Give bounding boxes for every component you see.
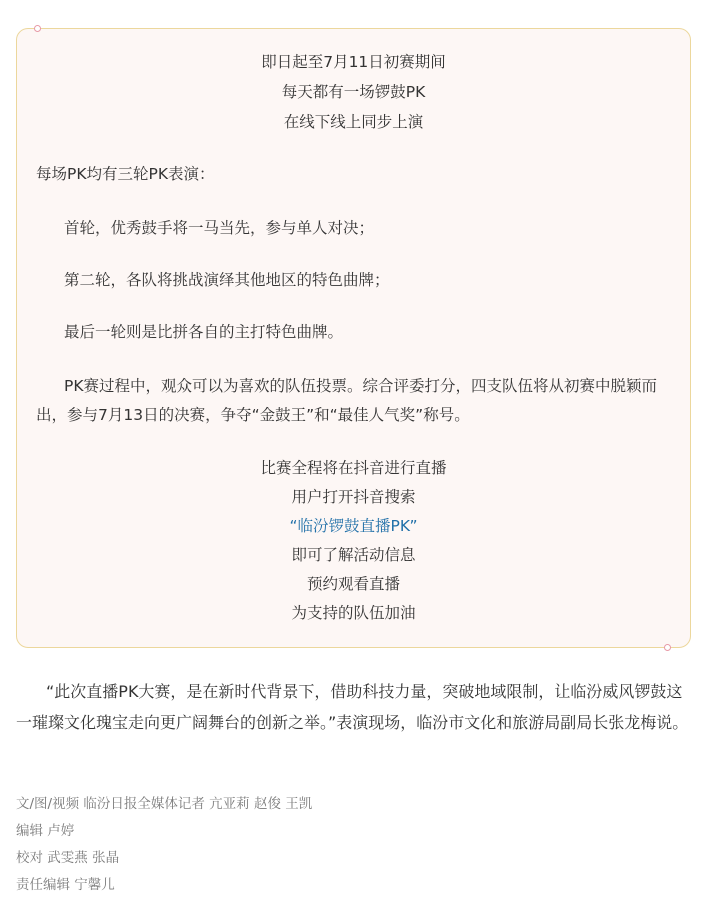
reporters-credit: 文/图/视频 临汾日报全媒体记者 亢亚莉 赵俊 王凯 <box>16 796 313 812</box>
chief-editor-credit: 责任编辑 宁馨儿 <box>16 877 115 893</box>
rounds-intro: 每场PK均有三轮PK表演： <box>36 165 215 183</box>
corner-dot-decoration <box>664 644 671 651</box>
online-offline-line: 在线下线上同步上演 <box>283 113 424 131</box>
corner-dot-decoration <box>34 25 41 32</box>
reserve-line: 预约观看直播 <box>306 575 400 593</box>
round-two-text: 第二轮，各队将挑战演绎其他地区的特色曲牌； <box>64 271 390 289</box>
daily-pk-line: 每天都有一场锣鼓PK <box>281 83 426 101</box>
editor-credit: 编辑 卢婷 <box>16 823 75 839</box>
vote-paragraph: PK赛过程中，观众可以为喜欢的队伍投票。综合评委打分，四支队伍将从初赛中脱颖而出，参与7月13日的决赛，争夺“金鼓王”和“最佳人气奖”称号。 <box>36 377 658 424</box>
proofread-credit: 校对 武雯燕 张晶 <box>16 850 120 866</box>
round-three-text: 最后一轮则是比拼各自的主打特色曲牌。 <box>64 323 344 341</box>
search-keyword: “临汾锣鼓直播PK” <box>289 517 418 535</box>
official-quote-paragraph: “此次直播PK大赛，是在新时代背景下，借助科技力量，突破地域限制，让临汾威风锣鼓这一璀璨文化瑰宝走向更广阔舞台的创新之举。”表演现场，临汾市文化和旅游局副局长张龙梅说。 <box>16 682 689 732</box>
activity-info-line: 即可了解活动信息 <box>291 546 416 564</box>
livestream-line: 比赛全程将在抖音进行直播 <box>260 459 447 477</box>
round-one-text: 首轮，优秀鼓手将一马当先，参与单人对决； <box>64 219 375 237</box>
schedule-line: 即日起至7月11日初赛期间 <box>261 53 446 71</box>
support-line: 为支持的队伍加油 <box>291 604 416 622</box>
search-instruction-line: 用户打开抖音搜索 <box>291 488 416 506</box>
